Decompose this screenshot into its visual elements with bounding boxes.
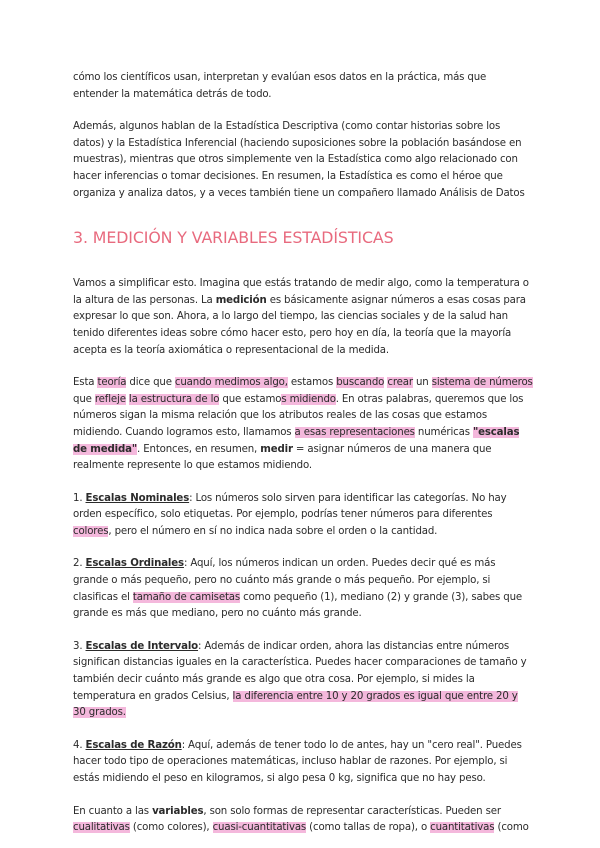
list-item-nominal: 1. Escalas Nominales: Los números solo sirven para identificar las categorías. No hay orden específico, solo etiquetas. Por ejemplo, podrías tener números para diferentes colores, pero el número en sí no indica nada sobre el orden o la cantidad. [73,492,507,537]
paragraph-variables: En cuanto a las variables, son solo formas de representar características. Pueden ser cualitativas (como colores), cuasi-cuantitativas (como tallas de ropa), o cuantitativas (como [73,805,529,834]
scale-title: Escalas de Razón [85,739,182,751]
section-heading: 3. MEDICIÓN Y VARIABLES ESTADÍSTICAS [73,228,394,248]
highlight: cuasi-cuantitativas [212,822,307,834]
bold-term: medición [215,294,267,306]
paragraph-descriptive-inferential: Además, algunos hablan de la Estadística Descriptiva (como contar historias sobre los datos) y la Estadística Inferencial (haciendo suposiciones sobre la población basándose en muestras), mientras que otros simplemente ven la Estadística como algo relacionado con hacer inferencias o tomar decisiones. En resumen, la Estadística es como el héroe que organiza y analiza datos, y a veces también tiene un compañero llamado Análisis de Datos [73,121,525,199]
highlight: crear [387,377,413,389]
scale-title: Escalas Nominales [85,492,190,504]
highlight: a esas representaciones [294,426,415,438]
highlight: la estructura de lo [128,393,220,405]
highlight: teoría [97,377,127,389]
highlight-bold: "escalas de medida" [73,426,520,455]
highlight: cuantitativas [430,822,495,834]
bold-term: medir [260,443,293,455]
list-item-ratio: 4. Escalas de Razón: Aquí, además de tener todo lo de antes, hay un "cero real". Puedes hacer todo tipo de operaciones matemáticas, incluso hablar de razones. Por ejemplo, si estás midiendo el peso en kilogramos, si algo pesa 0 kg, significa que no hay peso. [73,739,522,784]
paragraph-theory: Esta teoría dice que cuando medimos algo, estamos buscando crear un sistema de números que refleje la estructura de lo que estamos midiendo. En otras palabras, queremos que los números sigan la misma relación que los atributos reales de las cosas que estamos midiendo. Cuando logramos esto, llamamos a esas representaciones numéricas "escalas de medida". Entonces, en resumen, medir = asignar números de una manera que realmente represente lo que estamos midiendo. [73,377,533,472]
paragraph-intro-continuation: cómo los científicos usan, interpretan y evalúan esos datos en la práctica, más que entender la matemática detrás de todo. [73,72,487,100]
document-page [73,70,533,837]
highlight: refleje [94,393,126,405]
scale-title: Escalas de Intervalo [85,640,199,652]
list-item-ordinal: 2. Escalas Ordinales: Aquí, los números indican un orden. Puedes decir qué es más grande o más pequeño, pero no cuánto más grande o más pequeño. Por ejemplo, si clasificas el tamaño de camisetas como pequeño (1), mediano (2) y grande (3), sabes que grande es más que mediano, pero no cuánto más grande. [73,558,523,620]
list-item-interval: 3. Escalas de Intervalo: Además de indicar orden, ahora las distancias entre números significan distancias iguales en la característica. Puedes hacer comparaciones de tamaño y también decir cuánto más grande es algo que otra cosa. Por ejemplo, si mides la temperatura en grados Celsius, la diferencia entre 10 y 20 grados es igual que entre 20 y 30 grados. [73,640,527,719]
highlight: tamaño de camisetas [132,591,241,603]
bold-term: variables [152,805,204,817]
highlight: buscando [336,377,385,389]
highlight: colores [73,525,109,537]
highlight: cuando medimos algo, [174,377,288,389]
highlight: s midiendo [281,393,336,405]
paragraph-measurement-intro: Vamos a simplificar esto. Imagina que estás tratando de medir algo, como la temperatura o la altura de las personas. La medición es básicamente asignar números a esas cosas para expresar lo que son. Ahora, a lo largo del tiempo, las ciencias sociales y de la salud han tenido diferentes ideas sobre cómo hacer esto, pero hoy en día, la teoría que la mayoría acepta es la teoría axiomática o representacional de la medida. [73,278,529,356]
highlight: cualitativas [73,822,130,834]
highlight: sistema de números [431,377,533,389]
highlight: la diferencia entre 10 y 20 grados es igual que entre 20 y 30 grados. [73,690,518,719]
scale-title: Escalas Ordinales [85,558,184,570]
